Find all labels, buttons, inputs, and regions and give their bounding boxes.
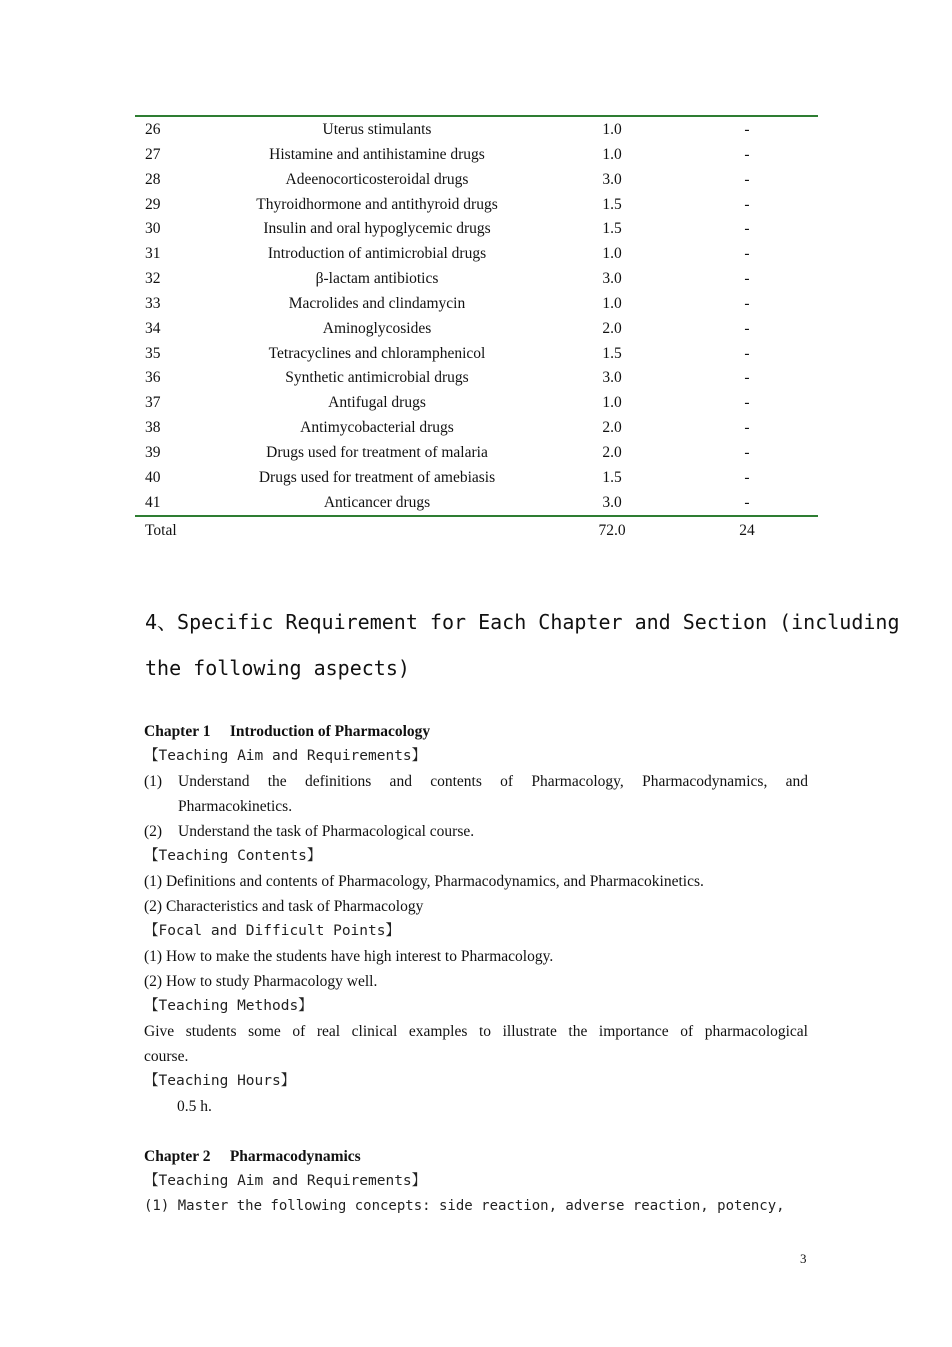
row-hours-1: 2.0 (602, 443, 622, 461)
row-topic: Tetracyclines and chloramphenicol (268, 344, 486, 362)
table-row (135, 142, 818, 167)
content-2: (2) Characteristics and task of Pharmacology (144, 898, 424, 915)
row-hours-2: - (744, 443, 750, 461)
chapter-1-aim-label: 【Teaching Aim and Requirements】 (144, 748, 427, 764)
page-number: 3 (800, 1251, 807, 1266)
chapter-1-hours-label: 【Teaching Hours】 (144, 1073, 296, 1089)
row-number: 38 (145, 419, 161, 437)
methods-text: Give students some of real clinical examples to illustrate the importance of pharmacological (144, 1023, 808, 1040)
row-topic: Antimycobacterial drugs (300, 419, 454, 437)
chapter-1-aim-2 (144, 819, 808, 844)
table-row (135, 241, 818, 266)
total-hours-1: 72.0 (598, 521, 626, 539)
row-topic: Histamine and antihistamine drugs (269, 145, 485, 163)
row-topic: Uterus stimulants (322, 121, 432, 138)
row-hours-1: 1.0 (602, 294, 622, 312)
row-topic: Thyroidhormone and antithyroid drugs (256, 195, 498, 213)
table-row (135, 291, 818, 316)
row-hours-1: 1.0 (602, 121, 622, 138)
table-row (135, 390, 818, 415)
row-number: 36 (145, 369, 161, 387)
chapter-1-hours: 0.5 h. (177, 1098, 212, 1115)
row-hours-1: 2.0 (602, 419, 622, 437)
row-hours-1: 3.0 (602, 493, 622, 511)
row-hours-2: - (744, 319, 750, 337)
row-number: 40 (145, 468, 161, 486)
chapter-2-aim-1: (1) Master the following concepts: side reaction, adverse reaction, potency, (144, 1198, 785, 1214)
aim-2-text: Understand the task of Pharmacological course. (178, 823, 475, 840)
focal-1: (1) How to make the students have high interest to Pharmacology. (144, 948, 554, 965)
row-hours-2: - (744, 170, 750, 188)
row-hours-2: - (744, 270, 750, 288)
row-hours-2: - (744, 493, 750, 511)
row-number: 37 (145, 394, 161, 412)
table-body (135, 117, 818, 515)
row-hours-1: 1.5 (602, 344, 622, 362)
section-heading-line-1: 4、Specific Requirement for Each Chapter and Section (including (145, 610, 900, 634)
chapter-1-focal-label: 【Focal and Difficult Points】 (144, 923, 400, 939)
row-topic: Macrolides and clindamycin (288, 294, 466, 312)
row-hours-1: 2.0 (602, 319, 622, 337)
row-number: 39 (145, 443, 161, 461)
table-row (135, 316, 818, 341)
row-number: 41 (145, 493, 161, 511)
row-hours-1: 1.5 (602, 468, 622, 486)
row-hours-2: - (744, 468, 750, 486)
row-hours-2: - (744, 419, 750, 437)
row-topic: Antifugal drugs (328, 394, 426, 412)
total-label: Total (145, 521, 177, 539)
row-topic: Anticancer drugs (323, 493, 431, 511)
row-topic: Adeenocorticosteroidal drugs (285, 170, 469, 188)
table-row (135, 341, 818, 366)
row-hours-1: 1.0 (602, 394, 622, 412)
row-hours-2: - (744, 344, 750, 362)
row-number: 28 (145, 170, 161, 188)
table-total-row (135, 517, 818, 543)
chapter-1-aim-1 (144, 769, 808, 794)
table-row (135, 465, 818, 490)
row-hours-2: - (744, 245, 750, 263)
table-row (135, 192, 818, 217)
chapter-2-title: Chapter 2 Pharmacodynamics (144, 1148, 361, 1165)
row-number: 34 (145, 319, 161, 337)
row-hours-2: - (744, 369, 750, 387)
table-row (135, 440, 818, 465)
row-topic: Aminoglycosides (322, 319, 432, 337)
content-1: (1) Definitions and contents of Pharmacology, Pharmacodynamics, and Pharmacokinetics. (144, 873, 704, 890)
chapter-1-contents-label: 【Teaching Contents】 (144, 848, 322, 864)
row-hours-1: 1.5 (602, 195, 622, 213)
chapter-1-title: Chapter 1 Introduction of Pharmacology (144, 723, 431, 740)
aim-1-number: (1) (144, 773, 163, 790)
row-hours-2: - (744, 394, 750, 412)
row-number: 31 (145, 245, 161, 263)
aim-1-continuation: Pharmacokinetics. (178, 798, 293, 815)
chapter-2-aim-label: 【Teaching Aim and Requirements】 (144, 1173, 427, 1189)
row-topic: Insulin and oral hypoglycemic drugs (263, 220, 491, 238)
row-number: 32 (145, 270, 161, 288)
row-topic: β-lactam antibiotics (315, 270, 439, 288)
section-heading-line-2: the following aspects) (145, 656, 410, 680)
aim-1-text: Understand the definitions and contents of Pharmacology, Pharmacodynamics, and (178, 773, 808, 790)
table-row (135, 266, 818, 291)
total-hours-2: 24 (739, 521, 755, 539)
row-topic: Synthetic antimicrobial drugs (285, 369, 469, 387)
row-number: 35 (145, 344, 161, 362)
row-topic: Drugs used for treatment of malaria (266, 443, 488, 461)
row-hours-2: - (744, 220, 750, 238)
methods-continuation: course. (144, 1048, 189, 1065)
table-row (135, 167, 818, 192)
table-row (135, 117, 818, 142)
table-row (135, 365, 818, 390)
aim-2-number: (2) (144, 823, 163, 840)
row-hours-2: - (744, 195, 750, 213)
row-hours-2: - (744, 121, 750, 138)
row-hours-2: - (744, 294, 750, 312)
row-hours-1: 3.0 (602, 170, 622, 188)
row-number: 26 (145, 121, 161, 138)
row-number: 29 (145, 195, 161, 213)
row-hours-1: 1.0 (602, 145, 622, 163)
table-row (135, 415, 818, 440)
chapter-1-block (144, 719, 808, 1219)
row-hours-1: 3.0 (602, 270, 622, 288)
table-row (135, 490, 818, 515)
table-row (135, 216, 818, 241)
row-hours-1: 1.0 (602, 245, 622, 263)
chapter-1-methods-label: 【Teaching Methods】 (144, 998, 313, 1014)
row-number: 30 (145, 220, 161, 238)
course-hours-table (135, 115, 818, 543)
row-topic: Introduction of antimicrobial drugs (267, 245, 487, 263)
row-number: 27 (145, 145, 161, 163)
focal-2: (2) How to study Pharmacology well. (144, 973, 378, 990)
spacer (144, 1119, 808, 1144)
row-hours-1: 1.5 (602, 220, 622, 238)
row-hours-2: - (744, 145, 750, 163)
row-hours-1: 3.0 (602, 369, 622, 387)
row-topic: Drugs used for treatment of amebiasis (258, 468, 496, 486)
row-number: 33 (145, 294, 161, 312)
